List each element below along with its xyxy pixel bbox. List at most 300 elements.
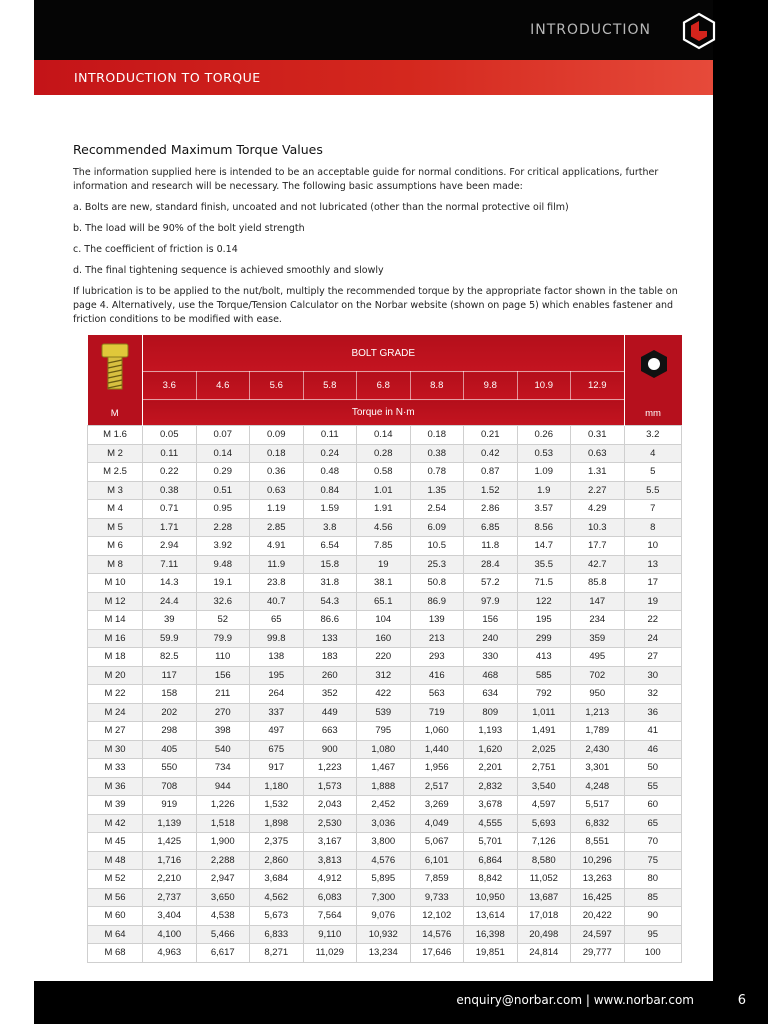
torque-value-cell: 0.18	[410, 426, 464, 445]
torque-value-cell: 663	[303, 722, 357, 741]
torque-value-cell: 0.28	[357, 444, 411, 463]
torque-value-cell: 7,564	[303, 907, 357, 926]
torque-value-cell: 422	[357, 685, 411, 704]
table-row	[88, 611, 682, 630]
torque-value-cell: 6.85	[464, 518, 518, 537]
mm-cell: 46	[624, 740, 682, 759]
torque-value-cell: 795	[357, 722, 411, 741]
mm-cell: 36	[624, 703, 682, 722]
torque-value-cell: 10.5	[410, 537, 464, 556]
torque-value-cell: 2.86	[464, 500, 518, 519]
torque-value-cell: 1,620	[464, 740, 518, 759]
mm-cell: 24	[624, 629, 682, 648]
bolt-size-cell: M 64	[88, 925, 143, 944]
torque-value-cell: 734	[196, 759, 250, 778]
torque-value-cell: 2,737	[143, 888, 197, 907]
mm-cell: 50	[624, 759, 682, 778]
torque-value-cell: 15.8	[303, 555, 357, 574]
mm-cell: 41	[624, 722, 682, 741]
torque-value-cell: 4,100	[143, 925, 197, 944]
torque-value-cell: 13,263	[571, 870, 625, 889]
torque-value-cell: 1,789	[571, 722, 625, 741]
torque-value-cell: 104	[357, 611, 411, 630]
torque-value-cell: 1,716	[143, 851, 197, 870]
table-row	[88, 666, 682, 685]
torque-value-cell: 0.78	[410, 463, 464, 482]
torque-value-cell: 293	[410, 648, 464, 667]
mm-cell: 10	[624, 537, 682, 556]
torque-value-cell: 5,067	[410, 833, 464, 852]
mm-label: mm	[645, 408, 661, 419]
mm-cell: 95	[624, 925, 682, 944]
size-column-header	[88, 335, 143, 426]
torque-value-cell: 0.42	[464, 444, 518, 463]
torque-value-cell: 2,025	[517, 740, 571, 759]
torque-value-cell: 0.71	[143, 500, 197, 519]
bolt-size-cell: M 6	[88, 537, 143, 556]
torque-value-cell: 4.91	[250, 537, 304, 556]
torque-value-cell: 1.71	[143, 518, 197, 537]
torque-value-cell: 42.7	[571, 555, 625, 574]
torque-value-cell: 2,430	[571, 740, 625, 759]
torque-value-cell: 12,102	[410, 907, 464, 926]
bolt-size-cell: M 22	[88, 685, 143, 704]
torque-value-cell: 0.26	[517, 426, 571, 445]
torque-value-cell: 0.51	[196, 481, 250, 500]
torque-value-cell: 2,947	[196, 870, 250, 889]
torque-value-cell: 7,300	[357, 888, 411, 907]
torque-value-cell: 13,614	[464, 907, 518, 926]
table-row	[88, 444, 682, 463]
torque-value-cell: 0.63	[571, 444, 625, 463]
table-row	[88, 814, 682, 833]
torque-value-cell: 17.7	[571, 537, 625, 556]
torque-value-cell: 0.29	[196, 463, 250, 482]
torque-value-cell: 3,650	[196, 888, 250, 907]
torque-value-cell: 634	[464, 685, 518, 704]
torque-value-cell: 10.3	[571, 518, 625, 537]
right-edge-bar	[713, 0, 768, 1024]
table-row	[88, 703, 682, 722]
torque-value-cell: 158	[143, 685, 197, 704]
torque-value-cell: 133	[303, 629, 357, 648]
torque-value-cell: 4,248	[571, 777, 625, 796]
bolt-size-cell: M 18	[88, 648, 143, 667]
torque-value-cell: 6,617	[196, 944, 250, 963]
torque-value-cell: 9,076	[357, 907, 411, 926]
torque-value-cell: 183	[303, 648, 357, 667]
mm-cell: 100	[624, 944, 682, 963]
torque-value-cell: 19,851	[464, 944, 518, 963]
torque-value-cell: 24,597	[571, 925, 625, 944]
torque-value-cell: 2.27	[571, 481, 625, 500]
mm-cell: 30	[624, 666, 682, 685]
grade-header: 12.9	[571, 372, 625, 400]
torque-value-cell: 352	[303, 685, 357, 704]
table-row	[88, 481, 682, 500]
torque-value-cell: 9.48	[196, 555, 250, 574]
torque-value-cell: 900	[303, 740, 357, 759]
torque-value-cell: 1,425	[143, 833, 197, 852]
torque-value-cell: 0.84	[303, 481, 357, 500]
torque-value-cell: 6.09	[410, 518, 464, 537]
torque-value-cell: 82.5	[143, 648, 197, 667]
torque-value-cell: 5,693	[517, 814, 571, 833]
bolt-icon	[101, 343, 129, 391]
bolt-size-cell: M 30	[88, 740, 143, 759]
torque-value-cell: 7,859	[410, 870, 464, 889]
torque-value-cell: 270	[196, 703, 250, 722]
bolt-size-cell: M 3	[88, 481, 143, 500]
torque-value-cell: 17,646	[410, 944, 464, 963]
torque-value-cell: 0.24	[303, 444, 357, 463]
torque-value-cell: 919	[143, 796, 197, 815]
mm-cell: 70	[624, 833, 682, 852]
torque-value-cell: 213	[410, 629, 464, 648]
torque-value-cell: 39	[143, 611, 197, 630]
grade-header: 6.8	[357, 372, 411, 400]
torque-value-cell: 0.36	[250, 463, 304, 482]
torque-value-cell: 31.8	[303, 574, 357, 593]
torque-value-cell: 2.28	[196, 518, 250, 537]
torque-value-cell: 413	[517, 648, 571, 667]
bolt-size-cell: M 60	[88, 907, 143, 926]
torque-value-cell: 550	[143, 759, 197, 778]
torque-value-cell: 2,288	[196, 851, 250, 870]
torque-value-cell: 32.6	[196, 592, 250, 611]
torque-value-cell: 0.53	[517, 444, 571, 463]
bolt-size-cell: M 36	[88, 777, 143, 796]
torque-value-cell: 1,193	[464, 722, 518, 741]
torque-value-cell: 330	[464, 648, 518, 667]
torque-value-cell: 5,673	[250, 907, 304, 926]
torque-value-cell: 950	[571, 685, 625, 704]
torque-value-cell: 0.31	[571, 426, 625, 445]
torque-value-cell: 6,832	[571, 814, 625, 833]
torque-value-cell: 0.07	[196, 426, 250, 445]
torque-value-cell: 1,213	[571, 703, 625, 722]
table-row	[88, 685, 682, 704]
torque-value-cell: 0.22	[143, 463, 197, 482]
torque-value-cell: 14,576	[410, 925, 464, 944]
bolt-size-cell: M 68	[88, 944, 143, 963]
torque-value-cell: 52	[196, 611, 250, 630]
torque-value-cell: 1,900	[196, 833, 250, 852]
torque-value-cell: 2,517	[410, 777, 464, 796]
torque-value-cell: 1.35	[410, 481, 464, 500]
torque-value-cell: 675	[250, 740, 304, 759]
torque-value-cell: 240	[464, 629, 518, 648]
assumption-a: a. Bolts are new, standard finish, uncoated and not lubricated (other than the normal protective oil film)	[73, 202, 569, 213]
bolt-size-cell: M 33	[88, 759, 143, 778]
torque-value-cell: 54.3	[303, 592, 357, 611]
torque-value-cell: 202	[143, 703, 197, 722]
torque-value-cell: 57.2	[464, 574, 518, 593]
torque-value-cell: 8,580	[517, 851, 571, 870]
mm-cell: 5	[624, 463, 682, 482]
assumption-b: b. The load will be 90% of the bolt yield strength	[73, 223, 305, 234]
bolt-grade-header: BOLT GRADE	[143, 335, 625, 372]
torque-value-cell: 99.8	[250, 629, 304, 648]
torque-value-cell: 10,950	[464, 888, 518, 907]
grade-header: 4.6	[196, 372, 250, 400]
torque-value-cell: 24,814	[517, 944, 571, 963]
torque-value-cell: 0.21	[464, 426, 518, 445]
bolt-size-cell: M 52	[88, 870, 143, 889]
torque-value-cell: 97.9	[464, 592, 518, 611]
torque-value-cell: 6,864	[464, 851, 518, 870]
bolt-size-cell: M 45	[88, 833, 143, 852]
torque-value-cell: 1,223	[303, 759, 357, 778]
torque-value-cell: 17,018	[517, 907, 571, 926]
torque-value-cell: 563	[410, 685, 464, 704]
torque-value-cell: 2,043	[303, 796, 357, 815]
torque-value-cell: 211	[196, 685, 250, 704]
grade-header: 5.6	[250, 372, 304, 400]
torque-value-cell: 9,733	[410, 888, 464, 907]
torque-value-cell: 3.92	[196, 537, 250, 556]
mm-cell: 3.2	[624, 426, 682, 445]
bolt-size-cell: M 27	[88, 722, 143, 741]
torque-value-cell: 7.11	[143, 555, 197, 574]
torque-value-cell: 3,404	[143, 907, 197, 926]
torque-value-cell: 156	[196, 666, 250, 685]
grade-header: 9.8	[464, 372, 518, 400]
torque-value-cell: 40.7	[250, 592, 304, 611]
torque-value-cell: 1,060	[410, 722, 464, 741]
page-number: 6	[737, 993, 746, 1008]
torque-value-cell: 7.85	[357, 537, 411, 556]
bolt-size-cell: M 1.6	[88, 426, 143, 445]
torque-value-cell: 35.5	[517, 555, 571, 574]
torque-value-cell: 0.38	[410, 444, 464, 463]
torque-value-cell: 260	[303, 666, 357, 685]
torque-value-cell: 1.01	[357, 481, 411, 500]
mm-cell: 13	[624, 555, 682, 574]
table-row	[88, 796, 682, 815]
table-row	[88, 629, 682, 648]
torque-value-cell: 16,398	[464, 925, 518, 944]
torque-value-cell: 0.87	[464, 463, 518, 482]
table-row	[88, 500, 682, 519]
torque-value-cell: 14.7	[517, 537, 571, 556]
assumption-c: c. The coefficient of friction is 0.14	[73, 244, 238, 255]
grade-header: 10.9	[517, 372, 571, 400]
torque-value-cell: 24.4	[143, 592, 197, 611]
mm-cell: 5.5	[624, 481, 682, 500]
torque-value-cell: 220	[357, 648, 411, 667]
torque-value-cell: 3,167	[303, 833, 357, 852]
torque-value-cell: 160	[357, 629, 411, 648]
subsection-title: INTRODUCTION TO TORQUE	[74, 70, 261, 85]
torque-value-cell: 1,532	[250, 796, 304, 815]
torque-value-cell: 3.8	[303, 518, 357, 537]
grade-header: 5.8	[303, 372, 357, 400]
bolt-size-cell: M 42	[88, 814, 143, 833]
torque-value-cell: 3,678	[464, 796, 518, 815]
torque-value-cell: 6,083	[303, 888, 357, 907]
torque-value-cell: 0.63	[250, 481, 304, 500]
torque-value-cell: 5,517	[571, 796, 625, 815]
torque-value-cell: 4,912	[303, 870, 357, 889]
torque-value-cell: 497	[250, 722, 304, 741]
torque-value-cell: 3.57	[517, 500, 571, 519]
top-header	[34, 0, 713, 60]
table-row	[88, 851, 682, 870]
torque-value-cell: 702	[571, 666, 625, 685]
bolt-size-cell: M 20	[88, 666, 143, 685]
torque-value-cell: 8,842	[464, 870, 518, 889]
torque-value-cell: 156	[464, 611, 518, 630]
torque-value-cell: 2.54	[410, 500, 464, 519]
bolt-size-cell: M 2	[88, 444, 143, 463]
torque-value-cell: 1,573	[303, 777, 357, 796]
torque-value-cell: 468	[464, 666, 518, 685]
torque-value-cell: 2,375	[250, 833, 304, 852]
torque-value-cell: 110	[196, 648, 250, 667]
table-row	[88, 463, 682, 482]
torque-value-cell: 585	[517, 666, 571, 685]
torque-value-cell: 0.11	[143, 444, 197, 463]
torque-value-cell: 405	[143, 740, 197, 759]
table-row	[88, 518, 682, 537]
torque-value-cell: 29,777	[571, 944, 625, 963]
torque-value-cell: 14.3	[143, 574, 197, 593]
torque-value-cell: 5,895	[357, 870, 411, 889]
mm-cell: 7	[624, 500, 682, 519]
mm-cell: 8	[624, 518, 682, 537]
torque-value-cell: 495	[571, 648, 625, 667]
bolt-size-cell: M 8	[88, 555, 143, 574]
torque-value-cell: 0.95	[196, 500, 250, 519]
torque-value-cell: 0.11	[303, 426, 357, 445]
torque-value-cell: 85.8	[571, 574, 625, 593]
table-row	[88, 574, 682, 593]
torque-value-cell: 138	[250, 648, 304, 667]
torque-value-cell: 3,684	[250, 870, 304, 889]
torque-value-cell: 1,440	[410, 740, 464, 759]
table-row	[88, 759, 682, 778]
mm-cell: 27	[624, 648, 682, 667]
mm-cell: 85	[624, 888, 682, 907]
torque-value-cell: 2,860	[250, 851, 304, 870]
torque-value-cell: 6,101	[410, 851, 464, 870]
torque-value-cell: 1,139	[143, 814, 197, 833]
torque-value-cell: 719	[410, 703, 464, 722]
torque-value-cell: 13,687	[517, 888, 571, 907]
torque-value-cell: 4.56	[357, 518, 411, 537]
torque-value-cell: 38.1	[357, 574, 411, 593]
table-row	[88, 870, 682, 889]
torque-value-cell: 2,452	[357, 796, 411, 815]
bolt-size-cell: M 24	[88, 703, 143, 722]
torque-value-cell: 3,036	[357, 814, 411, 833]
torque-value-cell: 5,701	[464, 833, 518, 852]
torque-value-cell: 9,110	[303, 925, 357, 944]
torque-unit-header: Torque in N·m	[143, 400, 625, 426]
table-row	[88, 592, 682, 611]
torque-value-cell: 1.9	[517, 481, 571, 500]
grade-header: 8.8	[410, 372, 464, 400]
mm-cell: 60	[624, 796, 682, 815]
table-row	[88, 722, 682, 741]
torque-value-cell: 4.29	[571, 500, 625, 519]
size-label: M	[110, 408, 119, 419]
torque-value-cell: 4,555	[464, 814, 518, 833]
torque-value-cell: 50.8	[410, 574, 464, 593]
torque-value-cell: 2,210	[143, 870, 197, 889]
torque-value-cell: 234	[571, 611, 625, 630]
torque-value-cell: 20,422	[571, 907, 625, 926]
torque-value-cell: 1.91	[357, 500, 411, 519]
torque-value-cell: 0.14	[196, 444, 250, 463]
torque-value-cell: 5,466	[196, 925, 250, 944]
torque-value-cell: 4,597	[517, 796, 571, 815]
torque-value-cell: 3,269	[410, 796, 464, 815]
table-row	[88, 426, 682, 445]
torque-value-cell: 1,467	[357, 759, 411, 778]
torque-value-cell: 0.18	[250, 444, 304, 463]
bolt-size-cell: M 2.5	[88, 463, 143, 482]
torque-value-cell: 1.59	[303, 500, 357, 519]
torque-value-cell: 86.9	[410, 592, 464, 611]
mm-cell: 55	[624, 777, 682, 796]
content-heading: Recommended Maximum Torque Values	[73, 142, 323, 157]
torque-value-cell: 10,932	[357, 925, 411, 944]
torque-value-cell: 0.38	[143, 481, 197, 500]
norbar-logo-icon	[680, 12, 718, 50]
torque-value-cell: 416	[410, 666, 464, 685]
torque-value-cell: 3,540	[517, 777, 571, 796]
torque-value-cell: 2,530	[303, 814, 357, 833]
page-footer	[34, 981, 768, 1024]
section-title: INTRODUCTION	[530, 22, 651, 38]
torque-value-cell: 1.31	[571, 463, 625, 482]
torque-value-cell: 8.56	[517, 518, 571, 537]
table-row	[88, 833, 682, 852]
table-row	[88, 777, 682, 796]
torque-table-body	[88, 426, 682, 963]
torque-value-cell: 122	[517, 592, 571, 611]
torque-value-cell: 4,049	[410, 814, 464, 833]
torque-value-cell: 792	[517, 685, 571, 704]
torque-value-cell: 7,126	[517, 833, 571, 852]
torque-value-cell: 59.9	[143, 629, 197, 648]
torque-value-cell: 4,576	[357, 851, 411, 870]
torque-value-cell: 23.8	[250, 574, 304, 593]
torque-value-cell: 65	[250, 611, 304, 630]
torque-value-cell: 1,491	[517, 722, 571, 741]
table-row	[88, 907, 682, 926]
table-row	[88, 555, 682, 574]
torque-value-cell: 11,052	[517, 870, 571, 889]
mm-cell: 19	[624, 592, 682, 611]
torque-value-cell: 264	[250, 685, 304, 704]
torque-value-cell: 1,888	[357, 777, 411, 796]
torque-value-cell: 6.54	[303, 537, 357, 556]
torque-value-cell: 195	[517, 611, 571, 630]
torque-value-cell: 20,498	[517, 925, 571, 944]
assumption-d: d. The final tightening sequence is achieved smoothly and slowly	[73, 265, 384, 276]
torque-value-cell: 11.9	[250, 555, 304, 574]
torque-value-cell: 398	[196, 722, 250, 741]
torque-value-cell: 139	[410, 611, 464, 630]
table-row	[88, 944, 682, 963]
torque-value-cell: 16,425	[571, 888, 625, 907]
mm-column-header	[624, 335, 682, 426]
torque-value-cell: 917	[250, 759, 304, 778]
mm-cell: 32	[624, 685, 682, 704]
